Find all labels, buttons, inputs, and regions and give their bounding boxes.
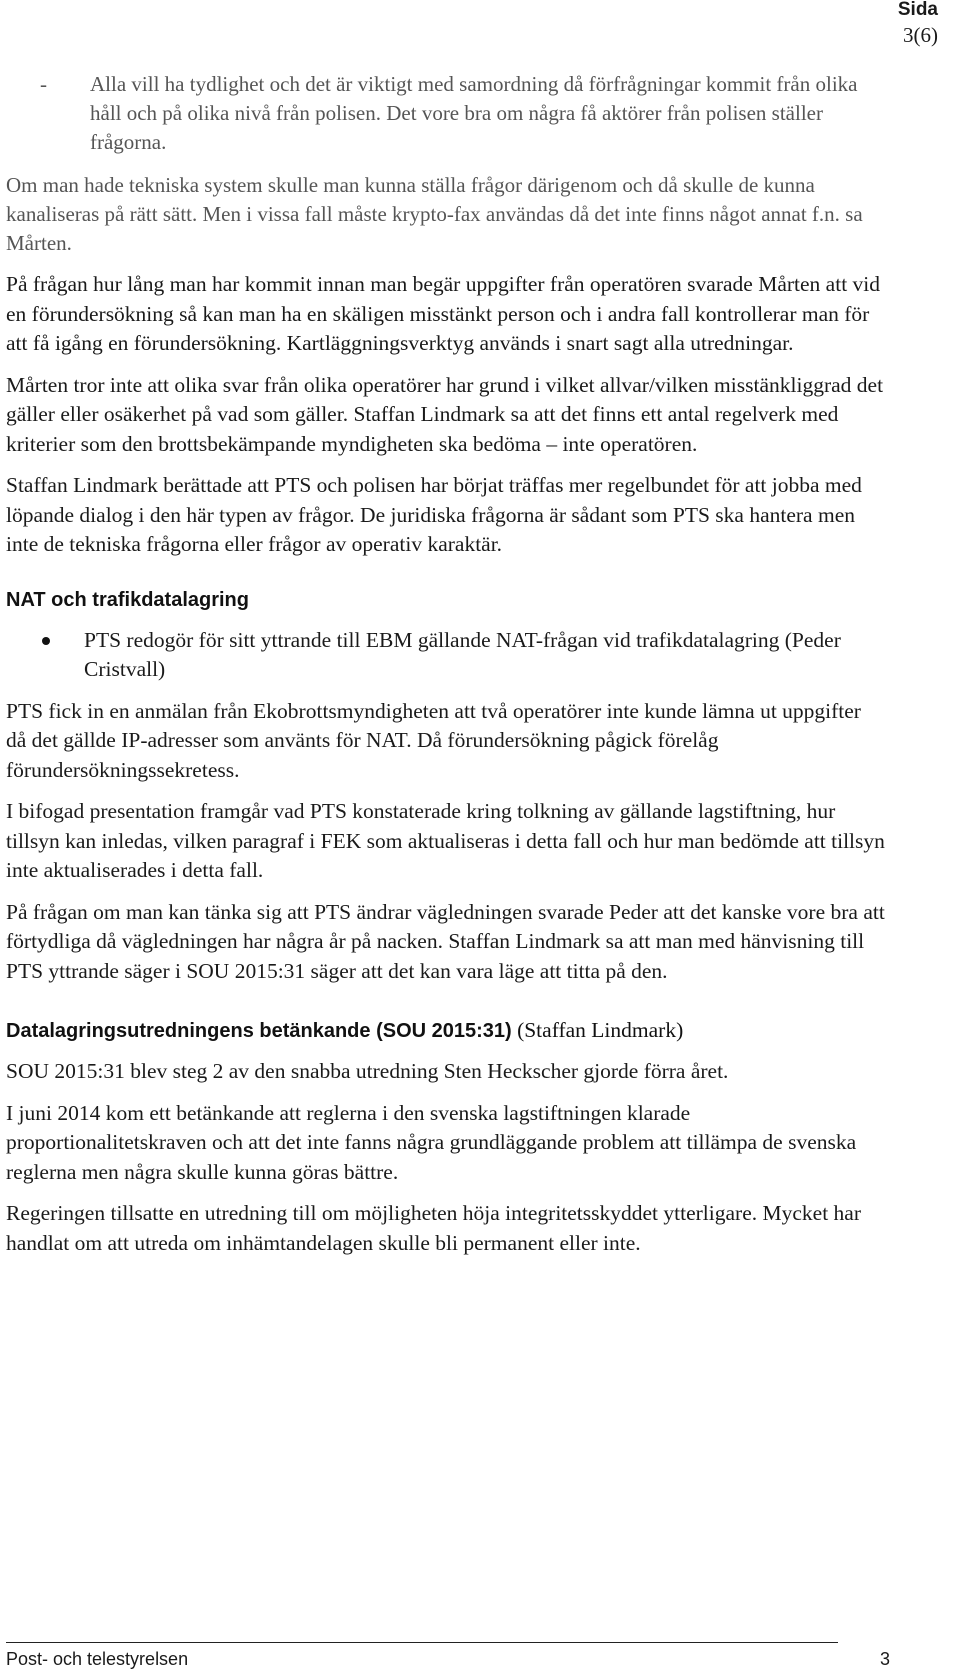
heading-nat: NAT och trafikdatalagring xyxy=(6,588,249,611)
dash-item-text: Alla vill ha tydlighet och det är viktigt med samordning då förfrågningar kommit från olika håll och på olika nivå från polisen. Det vore bra om några få aktörer från polisen ställer frågorna. xyxy=(90,72,858,154)
page-label xyxy=(898,0,938,48)
document-body xyxy=(6,70,886,1270)
paragraph-forundersokning: På frågan hur lång man har kommit innan man begär uppgifter från operatören svarade Mårten att vid en förundersökning så kan man ha en skäligen misstänkt person och i andra fall kontrollerar man för att få igång en förundersökning. Kartläggningsverktyg används i snart sagt alla utredningar. xyxy=(6,272,881,355)
dash-marker: - xyxy=(40,72,47,96)
paragraph-vagledning: På frågan om man kan tänka sig att PTS ändrar vägledningen svarade Peder att det kanske vore bra att förtydliga då vägledningen har några år på nacken. Staffan Lindmark sa att man med hänvisning till PTS yttrande säger i SOU 2015:31 säger att det kan vara läge att titta på den. xyxy=(6,899,885,983)
bullet-list-item xyxy=(6,626,886,685)
heading-datalagring xyxy=(6,1016,886,1045)
page-number-of-total: 3(6) xyxy=(903,23,938,47)
footer-divider xyxy=(6,1642,838,1643)
bullet-item-text: PTS redogör för sitt yttrande till EBM gällande NAT-frågan vid trafikdatalagring (Peder Cristvall) xyxy=(84,627,841,681)
bullet-dot-icon xyxy=(42,637,50,645)
page-label-title: Sida xyxy=(897,0,938,20)
dash-list-item xyxy=(6,70,886,157)
footer-page-number: 3 xyxy=(880,1649,891,1669)
paragraph-operatorer: Mårten tror inte att olika svar från olika operatörer har grund i vilket allvar/vilken misstänkliggrad det gäller eller osäkerhet på vad som gäller. Staffan Lindmark sa att det finns ett antal regelverk med kriterier som den brottsbekämpande myndigheten ska bedöma – inte operatören. xyxy=(6,372,884,456)
paragraph-betankande: I juni 2014 kom ett betänkande att reglerna i den svenska lagstiftningen klarade proportionalitetskraven och att det inte fanns några grundläggande problem att tillämpa de svenska reglerna men några skulle kunna göras bättre. xyxy=(6,1100,857,1184)
footer-organization: Post- och telestyrelsen xyxy=(6,1649,189,1669)
paragraph-pts-polisen: Staffan Lindmark berättade att PTS och polisen har börjat träffas mer regelbundet för att jobba med löpande dialog i den här typen av frågor. De juridiska frågorna är sådant som PTS ska hantera men inte de tekniska frågorna eller frågor av operativ karaktär. xyxy=(6,473,862,556)
paragraph-anmalan: PTS fick in en anmälan från Ekobrottsmyndigheten att två operatörer inte kunde lämna ut uppgifter då det gällde IP-adresser som använts för NAT. Då förundersökning pågick förelåg förundersökningssekretess. xyxy=(6,698,861,782)
paragraph-sou: SOU 2015:31 blev steg 2 av den snabba utredning Sten Heckscher gjorde förra året. xyxy=(6,1059,729,1083)
heading-datalagring-author: (Staffan Lindmark) xyxy=(511,1018,684,1042)
intro-paragraph: Om man hade tekniska system skulle man kunna ställa frågor därigenom och då skulle de kunna kanaliseras på rätt sätt. Men i vissa fall måste krypto-fax användas då det inte finns något annat f.n. sa Mårten. xyxy=(6,173,863,255)
heading-datalagring-bold: Datalagringsutredningens betänkande (SOU 2015:31) xyxy=(6,1020,512,1042)
paragraph-regeringen: Regeringen tillsatte en utredning till om möjligheten höja integritetsskyddet ytterligare. Mycket har handlat om att utreda om inhämtandelagen skulle bli permanent eller inte. xyxy=(6,1201,862,1255)
paragraph-presentation: I bifogad presentation framgår vad PTS konstaterade kring tolkning av gällande lagstiftning, hur tillsyn kan inledas, vilken paragraf i FEK som aktualiseras i detta fall och hur man bedömde att tillsyn inte aktualiserades i detta fall. xyxy=(6,799,885,882)
